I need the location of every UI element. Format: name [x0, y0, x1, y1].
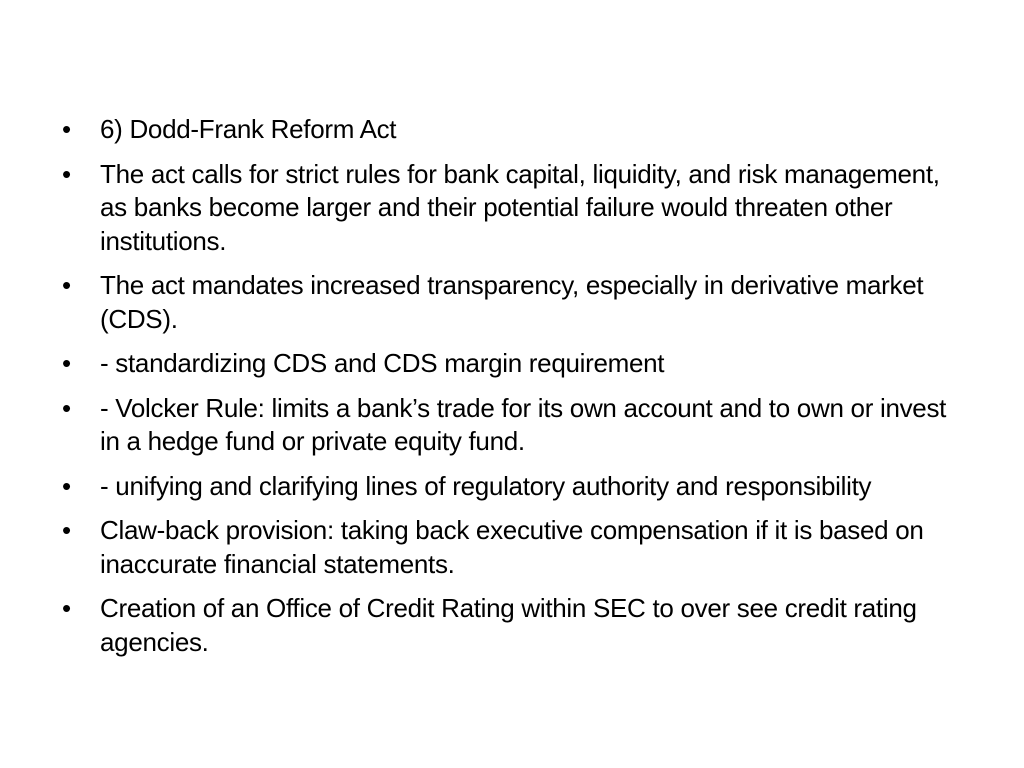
list-item [62, 269, 972, 336]
bullet-icon: • [62, 348, 71, 378]
bullet-list [62, 113, 972, 670]
list-item [62, 470, 972, 504]
bullet-text: - Volcker Rule: limits a bank’s trade for its own account and to own or invest in a hedge fund or private equity fund. [100, 392, 947, 456]
bullet-text: - standardizing CDS and CDS margin requirement [100, 348, 665, 378]
bullet-icon: • [62, 392, 71, 423]
list-item [62, 158, 972, 259]
bullet-text: 6) Dodd-Frank Reform Act [100, 114, 397, 144]
bullet-icon: • [62, 470, 71, 501]
list-item [62, 347, 972, 381]
bullet-text: The act calls for strict rules for bank capital, liquidity, and risk management, as banks become larger and their potential failure would threaten other institutions. [100, 158, 940, 256]
bullet-icon: • [62, 114, 71, 144]
list-item [62, 113, 972, 147]
bullet-text: The act mandates increased transparency, especially in derivative market (CDS). [100, 270, 924, 334]
list-item [62, 592, 972, 659]
bullet-icon: • [62, 158, 71, 189]
bullet-icon: • [62, 270, 71, 300]
list-item [62, 392, 972, 459]
bullet-text: Claw-back provision: taking back executive compensation if it is based on inaccurate financial statements. [100, 515, 924, 579]
bullet-text: - unifying and clarifying lines of regulatory authority and responsibility [100, 470, 872, 501]
bullet-icon: • [62, 593, 71, 623]
bullet-text: Creation of an Office of Credit Rating within SEC to over see credit rating agencies. [100, 593, 917, 657]
list-item [62, 514, 972, 581]
bullet-icon: • [62, 515, 71, 545]
